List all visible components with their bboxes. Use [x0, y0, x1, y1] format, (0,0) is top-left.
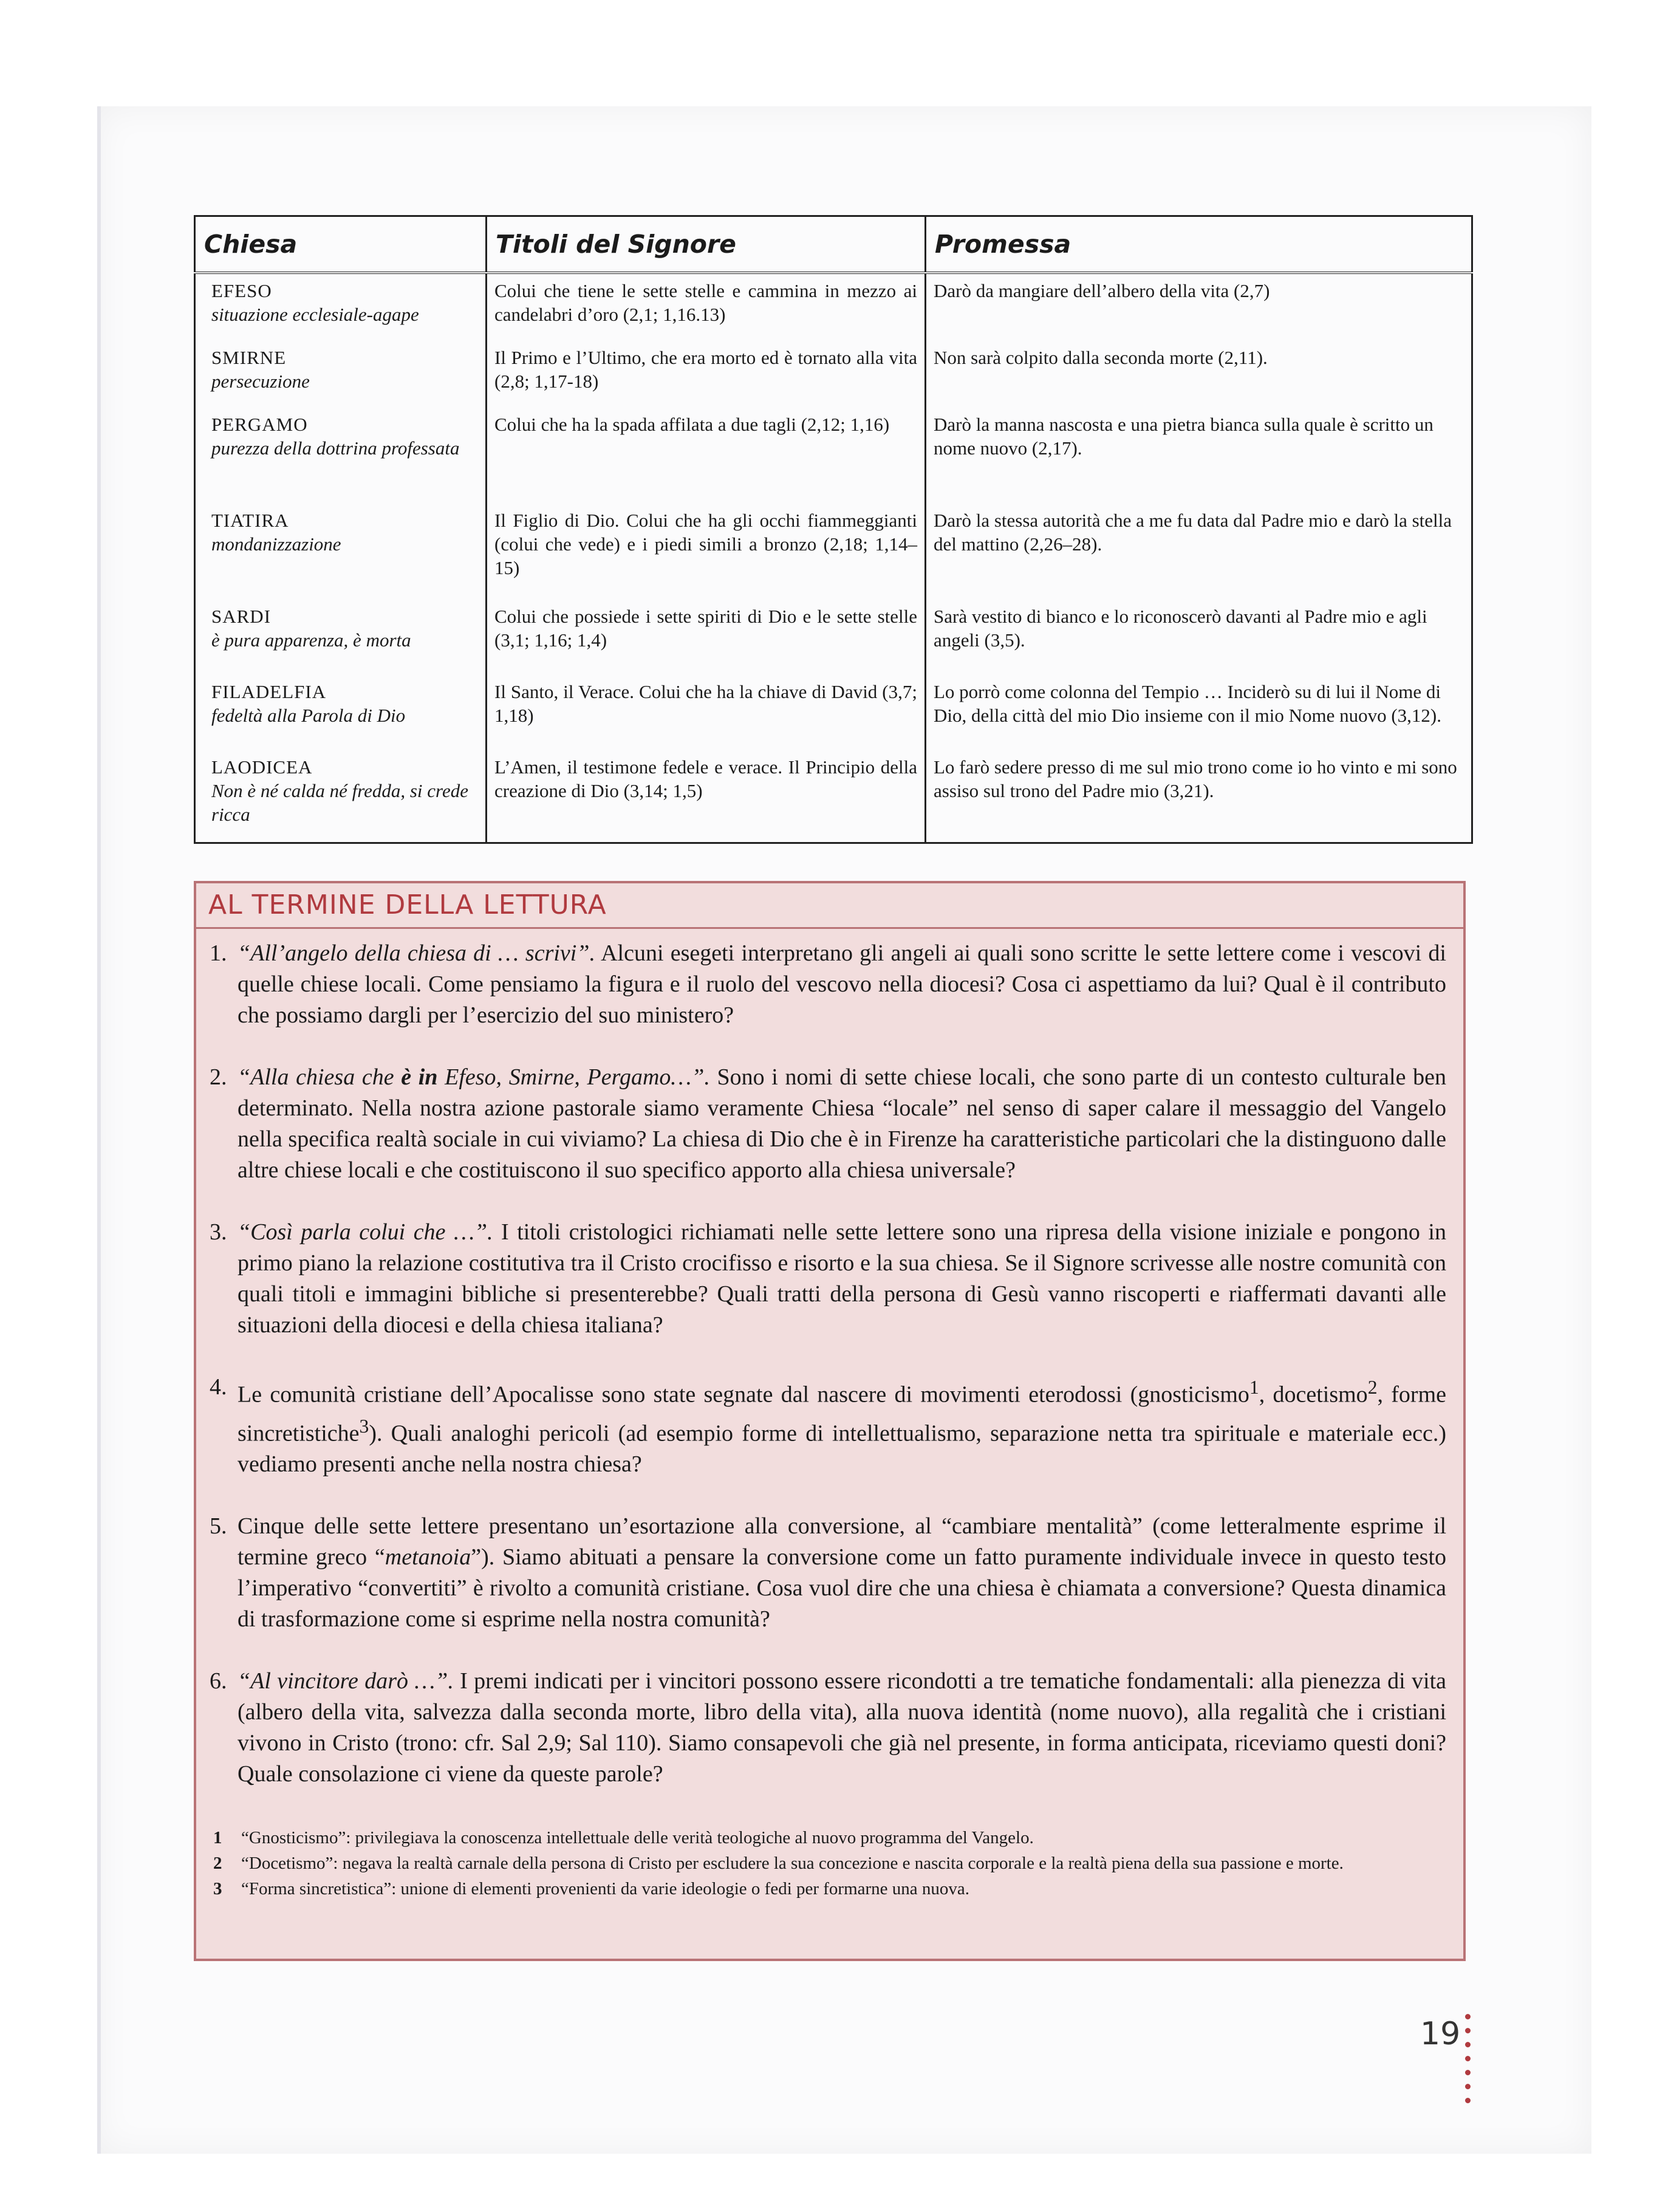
question-text: [237, 938, 1446, 1031]
title-cell: Il Figlio di Dio. Colui che ha gli occhi fiammeggianti (colui che vede) e i piedi simili a bronzo (2,18; 1,14–15): [487, 504, 926, 600]
question-lead: “All’angelo della chiesa di … scrivi”.: [237, 940, 595, 966]
promise-cell: Lo porrò come colonna del Tempio … Inciderò su di lui il Nome di Dio, della città del mio Dio insieme con il mio Nome nuovo (3,12).: [934, 681, 1441, 726]
church-cell: [195, 750, 487, 843]
question-item: [210, 1372, 1446, 1480]
footnote-number: 3: [213, 1879, 222, 1899]
church-cell: [195, 504, 487, 600]
promise-cell: Darò la manna nascosta e una pietra bianca sulla quale è scritto un nome nuovo (2,17).: [934, 414, 1434, 459]
box-title: AL TERMINE DELLA LETTURA: [208, 889, 607, 920]
question-number: 3.: [210, 1219, 227, 1245]
footnote: [213, 1851, 1446, 1876]
folio-dots: [1465, 2014, 1474, 2112]
question-body: Alcuni esegeti interpretano gli angeli ai quali sono scritte le sette lettere come i vescovi di quelle chiese locali. Come pensiamo la figura e il ruolo del vescovo nella diocesi? Cosa ci aspettiamo da lui? Qual è il contributo che possiamo dargli per l’esercizio del suo ministero?: [237, 940, 1446, 1028]
title-cell: Colui che ha la spada affilata a due tagli (2,12; 1,16): [487, 408, 926, 504]
question-text: [237, 1062, 1446, 1186]
table-row: [195, 273, 1472, 341]
title-cell: Colui che possiede i sette spiriti di Dio e le sette stelle (3,1; 1,16; 1,4): [487, 600, 926, 675]
church-desc: è pura apparenza, è morta: [211, 629, 411, 651]
question-body: Cinque delle sette lettere presentano un’esortazione alla conversione, al “cambiare mentalità” (come letteralmente esprime il termine greco “: [237, 1513, 1446, 1570]
question-item: [210, 1217, 1446, 1341]
box-title-rule: [196, 927, 1463, 929]
page-fold: [97, 106, 101, 2154]
header-promessa: Promessa: [926, 216, 1472, 273]
folio-dot: [1465, 2098, 1471, 2103]
question-number: 5.: [210, 1513, 227, 1539]
church-cell: [195, 408, 487, 504]
church-desc: mondanizzazione: [211, 533, 341, 555]
folio-dot: [1465, 2070, 1471, 2075]
folio-dot: [1465, 2042, 1471, 2047]
churches-table: [194, 215, 1473, 844]
folio-dot: [1465, 2056, 1471, 2061]
table-header-row: [195, 216, 1472, 273]
church-desc: Non è né calda né fredda, si crede ricca: [211, 780, 468, 825]
question-body: ). Quali analoghi pericoli (ad esempio forme di intellettualismo, separazione netta tra spirituale e materiale ecc.) vediamo presenti anche nella nostra chiesa?: [237, 1420, 1446, 1478]
question-lead: “Alla chiesa che: [237, 1064, 402, 1090]
question-item: [210, 938, 1446, 1031]
footnote-ref: 2: [1367, 1377, 1378, 1398]
church-desc: persecuzione: [211, 371, 310, 392]
question-body: I titoli cristologici richiamati nelle sette lettere sono una ripresa della visione iniziale e pongono in primo piano la relazione costitutiva tra il Cristo crocifisso e risorto e la sua chiesa. Se il Signore scrivesse alle nostre comunità con quali titoli e immagini bibliche si presenterebbe? Quali tratti della persona di Gesù vanno riscoperti e riaffermati davanti alle situazioni della diocesi e della chiesa italiana?: [237, 1219, 1446, 1338]
church-cell: [195, 273, 487, 341]
title-cell: L’Amen, il testimone fedele e verace. Il Principio della creazione di Dio (3,14; 1,5): [487, 750, 926, 843]
church-name: LAODICEA: [211, 756, 313, 778]
folio-dot: [1465, 2084, 1471, 2089]
footnote-number: 2: [213, 1854, 222, 1873]
question-number: 2.: [210, 1064, 227, 1090]
reading-questions-box: [194, 881, 1466, 1961]
church-cell: [195, 341, 487, 408]
church-name: SMIRNE: [211, 347, 287, 368]
promise-cell: Non sarà colpito dalla seconda morte (2,11).: [934, 347, 1268, 368]
question-text: [237, 1372, 1446, 1480]
church-name: FILADELFIA: [211, 681, 327, 702]
folio-dot: [1465, 2028, 1471, 2033]
question-item: [210, 1511, 1446, 1635]
question-list: [210, 938, 1446, 1821]
question-lead: “Così parla colui che …”.: [237, 1219, 493, 1245]
footnote-text: “Docetismo”: negava la realtà carnale della persona di Cristo per escludere la sua concezione e nascita corporale e la realtà piena della sua passione e morte.: [241, 1854, 1344, 1873]
question-text: [237, 1511, 1446, 1635]
title-cell: Il Primo e l’Ultimo, che era morto ed è tornato alla vita (2,8; 1,17-18): [487, 341, 926, 408]
promise-cell: Sarà vestito di bianco e lo riconoscerò davanti al Padre mio e agli angeli (3,5).: [934, 606, 1427, 651]
church-name: TIATIRA: [211, 510, 289, 531]
question-number: 1.: [210, 940, 227, 966]
question-number: 6.: [210, 1668, 227, 1694]
footnote-ref: 1: [1249, 1377, 1259, 1398]
question-body: Le comunità cristiane dell’Apocalisse sono state segnate dal nascere di movimenti eterodossi (gnosticismo: [237, 1382, 1249, 1408]
table-row: [195, 408, 1472, 504]
question-lead: Efeso, Smirne, Pergamo…”.: [437, 1064, 710, 1090]
table-row: [195, 504, 1472, 600]
question-text: [237, 1666, 1446, 1790]
church-name: PERGAMO: [211, 414, 308, 435]
church-cell: [195, 600, 487, 675]
footnote: [213, 1876, 1446, 1902]
question-item: [210, 1666, 1446, 1790]
church-desc: purezza della dottrina professata: [211, 437, 460, 459]
footnote-ref: 3: [359, 1415, 369, 1437]
table-row: [195, 750, 1472, 843]
table-row: [195, 341, 1472, 408]
church-name: SARDI: [211, 606, 272, 627]
folio-dot: [1465, 2014, 1471, 2019]
table-row: [195, 600, 1472, 675]
question-number: 4.: [210, 1374, 227, 1400]
header-chiesa: Chiesa: [195, 216, 487, 273]
question-text: [237, 1217, 1446, 1341]
question-lead: “Al vincitore darò …”.: [237, 1668, 454, 1694]
church-name: EFESO: [211, 280, 272, 301]
question-body: , docetismo: [1259, 1382, 1368, 1408]
footnote: [213, 1825, 1446, 1851]
footnotes: [213, 1825, 1446, 1902]
header-titoli: Titoli del Signore: [487, 216, 926, 273]
church-cell: [195, 675, 487, 750]
greek-term: metanoia: [384, 1544, 471, 1570]
footnote-text: “Forma sincretistica”: unione di elementi provenienti da varie ideologie o fedi per formarne una nuova.: [241, 1879, 970, 1899]
title-cell: Colui che tiene le sette stelle e cammina in mezzo ai candelabri d’oro (2,1; 1,16.13): [487, 273, 926, 341]
question-body: Sono i nomi di sette chiese locali, che sono parte di un contesto culturale ben determinato. Nella nostra azione pastorale siamo veramente Chiesa “locale” nel senso di saper calare il messaggio del Vangelo nella specifica realtà sociale in cui viviamo? La chiesa di Dio che è in Firenze ha caratteristiche particolari che la distinguono dalle altre chiese locali e che costituiscono il suo specifico apporto alla chiesa universale?: [237, 1064, 1446, 1183]
table-row: [195, 675, 1472, 750]
footnote-text: “Gnosticismo”: privilegiava la conoscenza intellettuale delle verità teologiche al nuovo programma del Vangelo.: [241, 1828, 1034, 1847]
church-desc: situazione ecclesiale-agape: [211, 304, 419, 325]
page-number: 19: [1420, 2016, 1461, 2052]
footnote-number: 1: [213, 1828, 222, 1847]
promise-cell: Lo farò sedere presso di me sul mio trono come io ho vinto e mi sono assiso sul trono del Padre mio (3,21).: [934, 756, 1457, 801]
question-body: I premi indicati per i vincitori possono essere ricondotti a tre tematiche fondamentali: alla pienezza di vita (albero della vita, salvezza dalla seconda morte, libro della vita), alla nuova identità (nome nuovo), alla regalità che i cristiani vivono in Cristo (trono: cfr. Sal 2,9; Sal 110). Siamo consapevoli che già nel presente, in forma anticipata, riceviamo questi doni? Quale consolazione ci viene da queste parole?: [237, 1668, 1446, 1787]
promise-cell: Darò da mangiare dell’albero della vita (2,7): [934, 280, 1270, 301]
promise-cell: Darò la stessa autorità che a me fu data dal Padre mio e darò la stella del mattino (2,26–28).: [934, 510, 1452, 555]
question-body: , forme sincretistiche: [237, 1382, 1446, 1447]
question-item: [210, 1062, 1446, 1186]
question-lead-bold: è in: [401, 1064, 438, 1090]
title-cell: Il Santo, il Verace. Colui che ha la chiave di David (3,7; 1,18): [487, 675, 926, 750]
church-desc: fedeltà alla Parola di Dio: [211, 705, 406, 726]
question-body: ”). Siamo abituati a pensare la conversione come un fatto puramente individuale invece in questo testo l’imperativo “convertiti” è rivolto a comunità cristiane. Cosa vuol dire che una chiesa è chiamata a conversione? Questa dinamica di trasformazione come si esprime nella nostra comunità?: [237, 1544, 1447, 1632]
